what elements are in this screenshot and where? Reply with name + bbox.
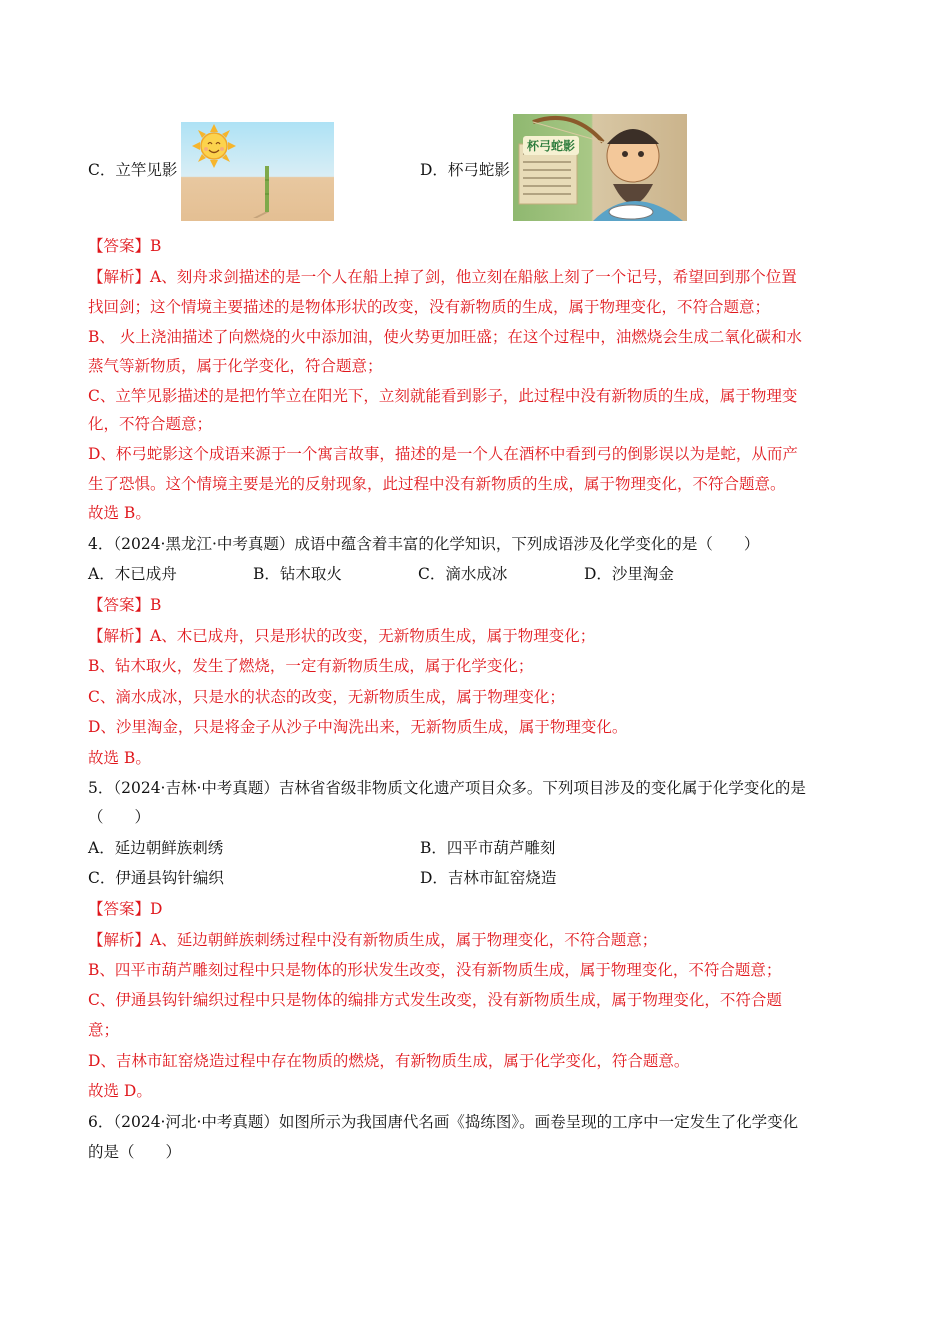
- q5-analysis-line: B、四平市葫芦雕刻过程中只是物体的形状发生改变，没有新物质生成，属于物理变化，不符合题意；: [88, 961, 782, 979]
- q4-analysis-line: D、沙里淘金，只是将金子从沙子中淘洗出来，无新物质生成，属于物理变化。: [88, 718, 628, 736]
- q3-answer: 【答案】B: [88, 237, 162, 255]
- q3-analysis-line: D、杯弓蛇影这个成语来源于一个寓言故事，描述的是一个人在酒杯中看到弓的倒影误以为是蛇，从而产: [88, 445, 798, 463]
- q3-conclusion: 故选 B。: [88, 504, 151, 522]
- sun-pole-shadow-image: [181, 122, 334, 221]
- option-d-beigong: D．杯弓蛇影: [420, 161, 510, 179]
- q5-analysis-line: 意；: [88, 1021, 120, 1039]
- q4-option-a: A．木已成舟: [88, 565, 177, 583]
- q3-analysis-line: C、立竿见影描述的是把竹竿立在阳光下，立刻就能看到影子，此过程中没有新物质的生成，属于物理变: [88, 387, 798, 405]
- sun-icon: [181, 122, 334, 221]
- q5-stem: 5．（2024·吉林·中考真题）吉林省省级非物质文化遗产项目众多。下列项目涉及的变化属于化学变化的是: [88, 779, 806, 797]
- q3-analysis-line: 化，不符合题意；: [88, 415, 213, 433]
- q4-analysis-line: C、滴水成冰，只是水的状态的改变，无新物质生成，属于物理变化；: [88, 688, 565, 706]
- beigong-sheying-image: [513, 114, 687, 221]
- q6-stem: 6．（2024·河北·中考真题）如图所示为我国唐代名画《捣练图》。画卷呈现的工序中一定发生了化学变化: [88, 1113, 799, 1131]
- q5-analysis-line: 【解析】A、延边朝鲜族刺绣过程中没有新物质生成，属于物理变化，不符合题意；: [88, 931, 658, 949]
- q5-answer: 【答案】D: [88, 900, 163, 918]
- q4-option-b: B．钻木取火: [253, 565, 342, 583]
- q5-analysis-line: D、吉林市缸窑烧造过程中存在物质的燃烧，有新物质生成，属于化学变化，符合题意。: [88, 1052, 690, 1070]
- q5-option-b: B．四平市葫芦雕刻: [420, 839, 556, 857]
- q5-analysis-line: C、伊通县钩针编织过程中只是物体的编排方式发生改变，没有新物质生成，属于物理变化，不符合题: [88, 991, 782, 1009]
- q4-option-d: D．沙里淘金: [584, 565, 674, 583]
- q4-analysis-line: 【解析】A、木已成舟，只是形状的改变，无新物质生成，属于物理变化；: [88, 627, 596, 645]
- q3-analysis-line: 蒸气等新物质，属于化学变化，符合题意；: [88, 357, 383, 375]
- q3-analysis-line: B、 火上浇油描述了向燃烧的火中添加油，使火势更加旺盛；在这个过程中，油燃烧会生成二氧化碳和水: [88, 328, 802, 346]
- q4-conclusion: 故选 B。: [88, 749, 151, 767]
- q4-analysis-line: B、钻木取火，发生了燃烧，一定有新物质生成，属于化学变化；: [88, 657, 534, 675]
- q4-option-c: C．滴水成冰: [418, 565, 508, 583]
- q5-option-a: A．延边朝鲜族刺绣: [88, 839, 224, 857]
- beigong-image-caption: 杯弓蛇影: [523, 136, 579, 155]
- q4-answer: 【答案】B: [88, 596, 162, 614]
- option-c-lizhan: C．立竿见影: [88, 161, 178, 179]
- q5-conclusion: 故选 D。: [88, 1082, 152, 1100]
- q5-stem-cont: （ ）: [88, 808, 151, 826]
- q3-analysis-line: 【解析】A、刻舟求剑描述的是一个人在船上掉了剑，他立刻在船舷上刻了一个记号，希望回到那个位置: [88, 268, 797, 286]
- q3-analysis-line: 找回剑；这个情境主要描述的是物体形状的改变，没有新物质的生成，属于物理变化，不符合题意；: [88, 298, 771, 316]
- q3-analysis-line: 生了恐惧。这个情境主要是光的反射现象，此过程中没有新物质的生成，属于物理变化，不符合题意。: [88, 475, 786, 493]
- q4-stem: 4．（2024·黑龙江·中考真题）成语中蕴含着丰富的化学知识，下列成语涉及化学变化的是（ ）: [88, 535, 760, 553]
- q6-stem-cont: 的是（ ）: [88, 1143, 182, 1161]
- q5-option-c: C．伊通县钩针编织: [88, 869, 224, 887]
- q5-option-d: D．吉林市缸窑烧造: [420, 869, 557, 887]
